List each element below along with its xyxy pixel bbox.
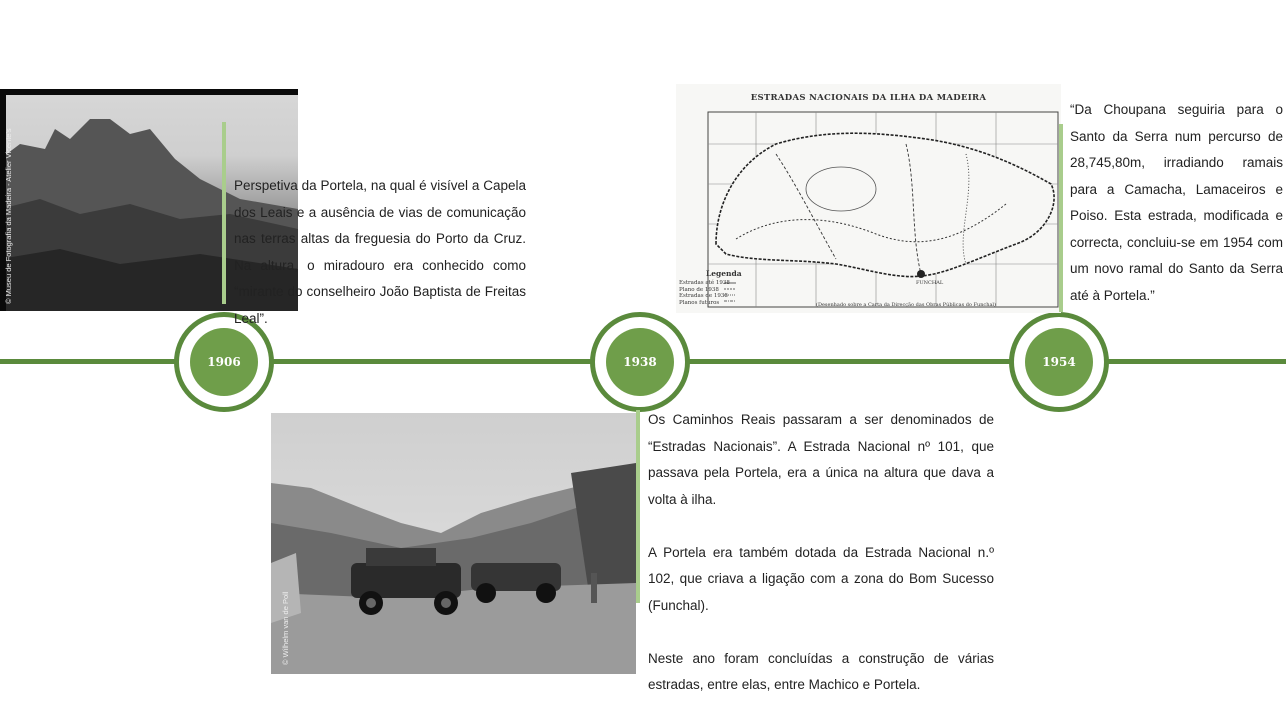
accent-bar (1059, 124, 1063, 312)
entry-1954-text: “Da Choupana seguiria para o Santo da Serra num percurso de 28,745,80m, irradiando ramais para a Camacha, Lamaceiros e Poiso. Esta estrada, modificada e correcta, concluiu-se em 1954 com um novo ramal do Santo da Serra até à Portela.” (1070, 102, 1283, 303)
cars-1938-photo (271, 413, 636, 674)
accent-bar (222, 122, 226, 304)
year-label: 1938 (606, 328, 674, 396)
year-label: 1954 (1025, 328, 1093, 396)
accent-bar (636, 410, 640, 603)
legend-item: Estradas até 1938 (679, 280, 730, 286)
map-legend (679, 280, 730, 306)
paragraph: Neste ano foram concluídas a construção de várias estradas, entre elas, entre Machico e Portela. (648, 650, 994, 692)
madeira-roads-map (676, 84, 1061, 313)
map-place-label: FUNCHAL (916, 280, 944, 286)
photo-credit: © Wilhelm van de Poll (281, 591, 290, 665)
map-legend-title: Legenda (706, 269, 742, 278)
map-title: ESTRADAS NACIONAIS DA ILHA DA MADEIRA (750, 93, 987, 103)
legend-item: Plano de 1938 (679, 286, 719, 293)
entry-1906-text: Perspetiva da Portela, na qual é visível a Capela dos Leais e a ausência de vias de comunicação nas terras altas da freguesia do Porto da Cruz. Na altura, o miradouro era conhecido como “mirante do conselheiro João Baptista de Freitas Leal”. (234, 178, 526, 326)
legend-item: Planos futuros (679, 299, 720, 306)
entry-1938-text (648, 407, 994, 699)
legend-item: Estradas de 1938 (679, 293, 728, 299)
photo-credit: © Museu de Fotografia da Madeira - Atelier Vicente's (4, 128, 13, 304)
map-source-note: (Desenhado sobre a Carta da Direcção das Obras Públicas do Funchal) (816, 302, 996, 308)
year-marker-1938[interactable] (590, 312, 690, 412)
paragraph: Os Caminhos Reais passaram a ser denominados de “Estradas Nacionais”. A Estrada Nacional nº 101, que passava pela Portela, era a única na altura que dava a volta à ilha. (648, 412, 994, 507)
paragraph: A Portela era também dotada da Estrada Nacional n.º 102, que criava a ligação com a zona do Bom Sucesso (Funchal). (648, 544, 994, 613)
year-label: 1906 (190, 328, 258, 396)
year-marker-1954[interactable] (1009, 312, 1109, 412)
